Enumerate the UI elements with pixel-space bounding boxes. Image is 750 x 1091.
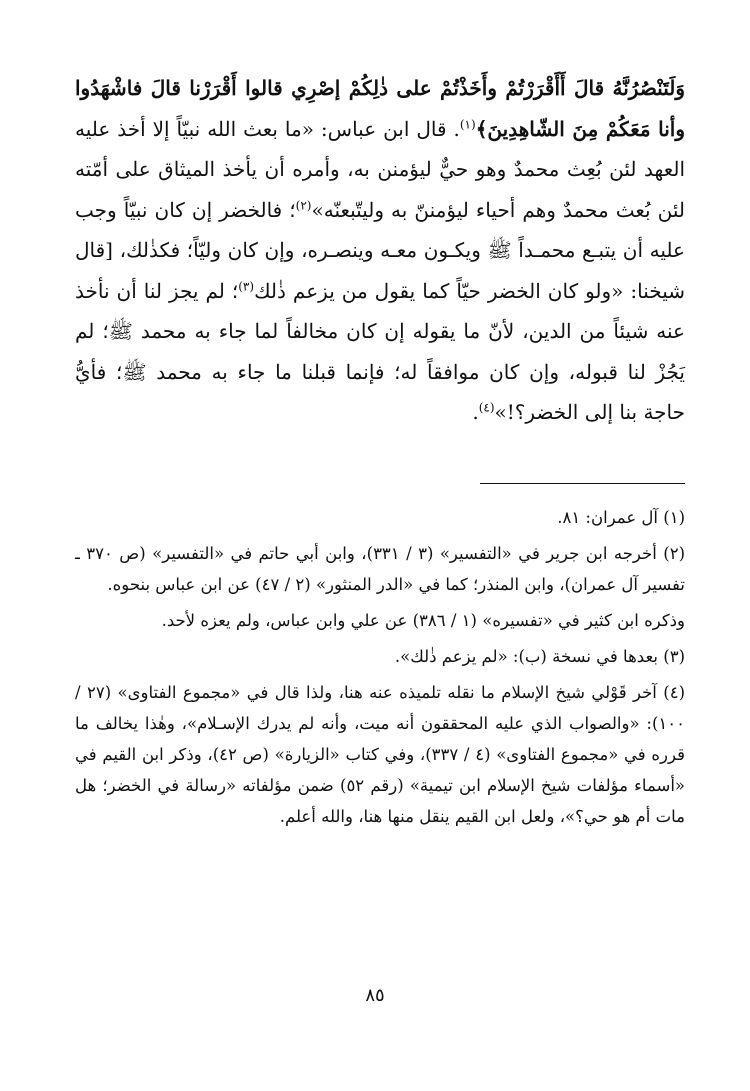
main-text-part-3: ؛ لم يجز لنا أن نأخذ عنه شيئاً من الدين، لأنّ ما يقوله إن كان مخالفاً لما جاء به محمد ﷺ؛ لم يَجُزْ لنا قبوله، وإن كان موافقاً له؛ فإنما قبلنا ما جاء به محمد ﷺ؛ فأيُّ حاجة بنا إلى الخضر؟!»	[75, 278, 685, 424]
footnotes	[75, 502, 685, 832]
footnote-4: (٤) آخر قَوْلي شيخ الإسلام ما نقله تلميذه عنه هنا، ولذا قال في «مجموع الفتاوى» (٢٧ / ١٠٠): «والصواب الذي عليه المحققون أنه ميت، وأنه لم يدرك الإسـلام»، وهٰذا يخالف ما قرره في «مجموع الفتاوى» (٤ / ٣٣٧)، وفي كتاب «الزيارة» (ص ٤٢)، وذكر ابن القيم في «أسماء مؤلفات شيخ الإسلام ابن تيمية» (رقم ٥٢) ضمن مؤلفاته «رسالة في الخضر؛ هل مات أم هو حي؟»، ولعل ابن القيم ينقل منها هنا، والله أعلم.	[75, 682, 686, 826]
footnote-3: (٣) بعدها في نسخة (ب): «لم يزعم ذٰلك».	[394, 646, 685, 666]
footnote-ref-2[interactable]: (٢)	[295, 197, 312, 212]
footnote-ref-4[interactable]: (٤)	[478, 400, 495, 415]
main-text-part-4: .	[472, 400, 479, 424]
footnote-ref-1[interactable]: (١)	[459, 116, 476, 131]
main-paragraph	[75, 68, 685, 433]
main-text	[75, 68, 685, 433]
main-text-part-1: . قال ابن عباس: «ما بعث الله نبيّاً إلا أخذ عليه العهد لئن بُعِث محمدٌ وهو حيٌّ ليؤمنن به، وأمره أن يأخذ الميثاق على أمّته لئن بُعث محمدٌ وهم أحياء ليؤمننّ به وليتّبعنّه»	[75, 116, 685, 222]
page-content	[75, 68, 685, 837]
page-number: ٨٥	[365, 985, 385, 1006]
main-text-part-2: ؛ فالخضر إن كان نبيّاً وجب عليه أن يتبـع محمـداً ﷺ ويكـون معـه وينصـره، وإن كان وليّاً؛ فكذٰلك، [قال شيخنا: «ولو كان الخضر حيّاً كما يقول من يزعم ذٰلك	[75, 197, 685, 303]
footnote-2-continuation: وذكره ابن كثير في «تفسيره» (١ / ٣٨٦) عن علي وابن عباس، ولم يعزه لأحد.	[161, 610, 685, 630]
footnote-separator	[480, 483, 685, 484]
quran-verse: وَلَتَنْصُرُنَّهُ قالَ أَأَقْرَرْتُمْ وأَخَذْتُمْ على ذٰلِكُمْ إصْرِي قالوا أَقْرَرْنا قالَ فاشْهَدُوا وأنا مَعَكُمْ مِنَ الشّاهِدِينَ﴾	[75, 76, 686, 141]
footnote-ref-3[interactable]: (٣)	[238, 278, 255, 293]
footnote-1: (١) آل عمران: ٨١.	[557, 507, 685, 527]
footnote-2: (٢) أخرجه ابن جرير في «التفسير» (٣ / ٣٣١)، وابن أبي حاتم في «التفسير» (ص ٣٧٠ ـ تفسير آل عمران)، وابن المنذر؛ كما في «الدر المنثور» (٢ / ٤٧) عن ابن عباس بنحوه.	[75, 543, 685, 594]
